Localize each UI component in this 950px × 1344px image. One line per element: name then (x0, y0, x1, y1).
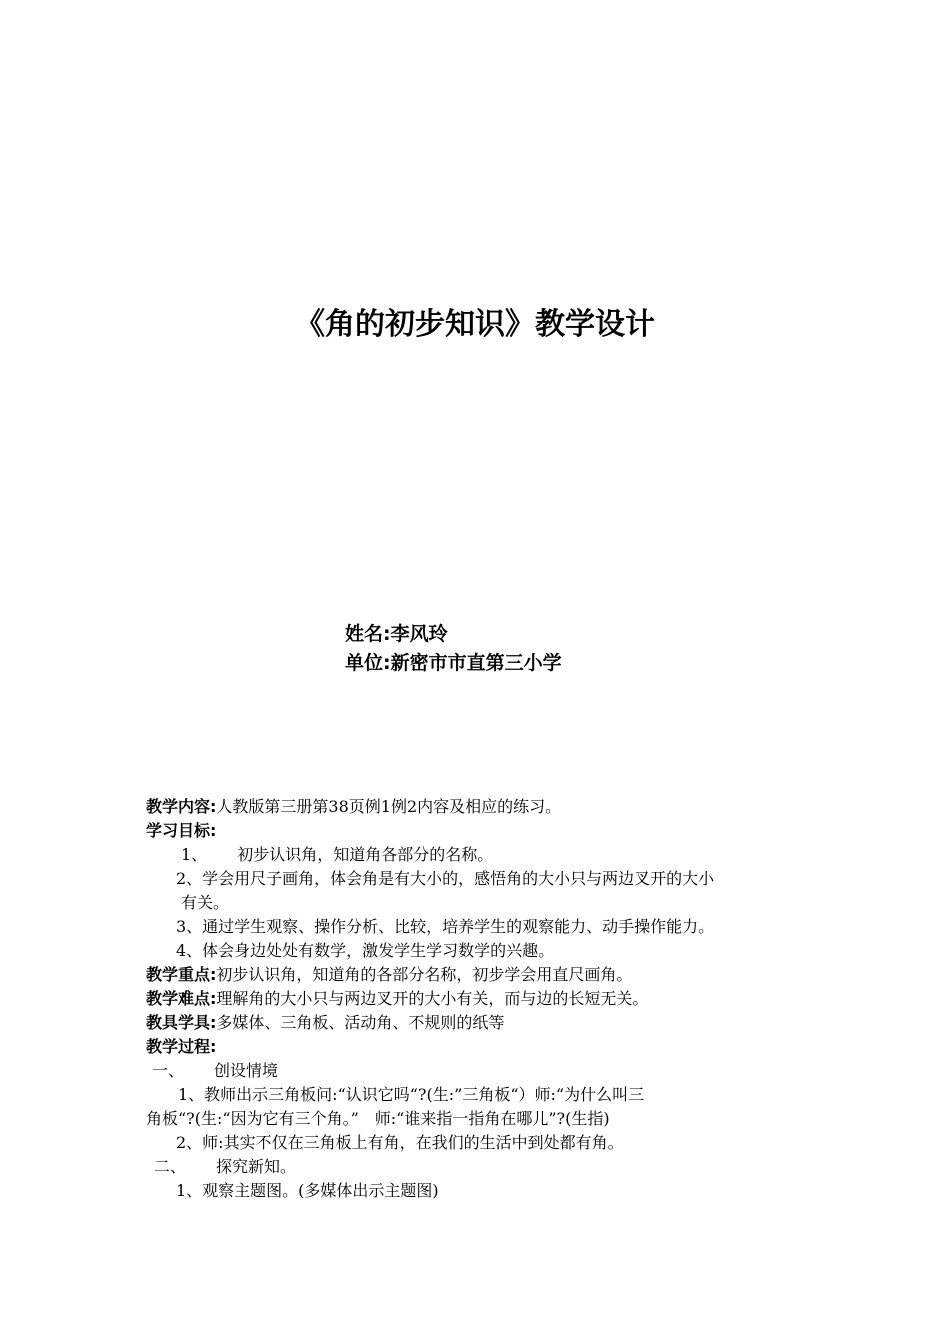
section-1-paragraph-2: 2、师:其实不仅在三角板上有角，在我们的生活中到处都有角。 (176, 1133, 624, 1152)
author-name: 李风玲 (390, 623, 448, 645)
section-1-heading (146, 1059, 816, 1083)
tools-text: 多媒体、三角板、活动角、不规则的纸等 (216, 1013, 505, 1032)
document-body (146, 795, 816, 1203)
key-point-line (146, 963, 816, 987)
objective-1-number: 1、 (181, 845, 208, 864)
difficulty-line (146, 987, 816, 1011)
author-unit: 新密市市直第三小学 (390, 652, 562, 674)
tools-label: 教具学具: (146, 1013, 217, 1032)
author-name-line (345, 620, 562, 649)
section-2-paragraph-1: 1、观察主题图。(多媒体出示主题图) (176, 1181, 439, 1200)
objective-1-text: 初步认识角，知道角各部分的名称。 (237, 845, 494, 864)
author-block (345, 620, 562, 678)
process-heading: 教学过程: (146, 1037, 217, 1056)
section-1-paragraph-1-line-1: 1、教师出示三角板问:“认识它吗“?(生:”三角板“）师:“为什么叫三 (178, 1085, 645, 1104)
tools-line (146, 1011, 816, 1035)
difficulty-text: 理解角的大小只与两边叉开的大小有关，而与边的长短无关。 (216, 989, 649, 1008)
difficulty-label: 教学难点: (146, 989, 217, 1008)
document-title: 《角的初步知识》教学设计 (295, 307, 655, 342)
objective-item-1 (146, 843, 816, 867)
objective-item-3: 3、通过学生观察、操作分析、比较，培养学生的观察能力、动手操作能力。 (176, 917, 715, 936)
section-2-title: 探究新知。 (216, 1157, 297, 1176)
section-1-number: 一、 (152, 1061, 185, 1080)
section-2-heading (146, 1155, 816, 1179)
content-text: 人教版第三册第38页例1例2内容及相应的练习。 (216, 797, 562, 816)
objective-item-2-line-2: 有关。 (181, 893, 230, 912)
name-label: 姓名: (345, 623, 391, 645)
objective-item-4: 4、体会身边处处有数学，激发学生学习数学的兴趣。 (176, 941, 555, 960)
section-1-title: 创设情境 (214, 1061, 279, 1080)
content-label: 教学内容: (146, 797, 217, 816)
author-unit-line (345, 649, 562, 678)
section-1-paragraph-1-line-2: 角板“?(生:“因为它有三个角。” 师:“谁来指一指角在哪儿”?(生指) (146, 1109, 610, 1128)
objectives-heading: 学习目标: (146, 821, 217, 840)
key-point-label: 教学重点: (146, 965, 217, 984)
unit-label: 单位: (345, 652, 391, 674)
objective-item-2-line-1: 2、学会用尺子画角，体会角是有大小的，感悟角的大小只与两边叉开的大小 (176, 869, 715, 888)
content-line (146, 795, 816, 819)
key-point-text: 初步认识角，知道角的各部分名称，初步学会用直尺画角。 (216, 965, 633, 984)
section-2-number: 二、 (154, 1157, 187, 1176)
